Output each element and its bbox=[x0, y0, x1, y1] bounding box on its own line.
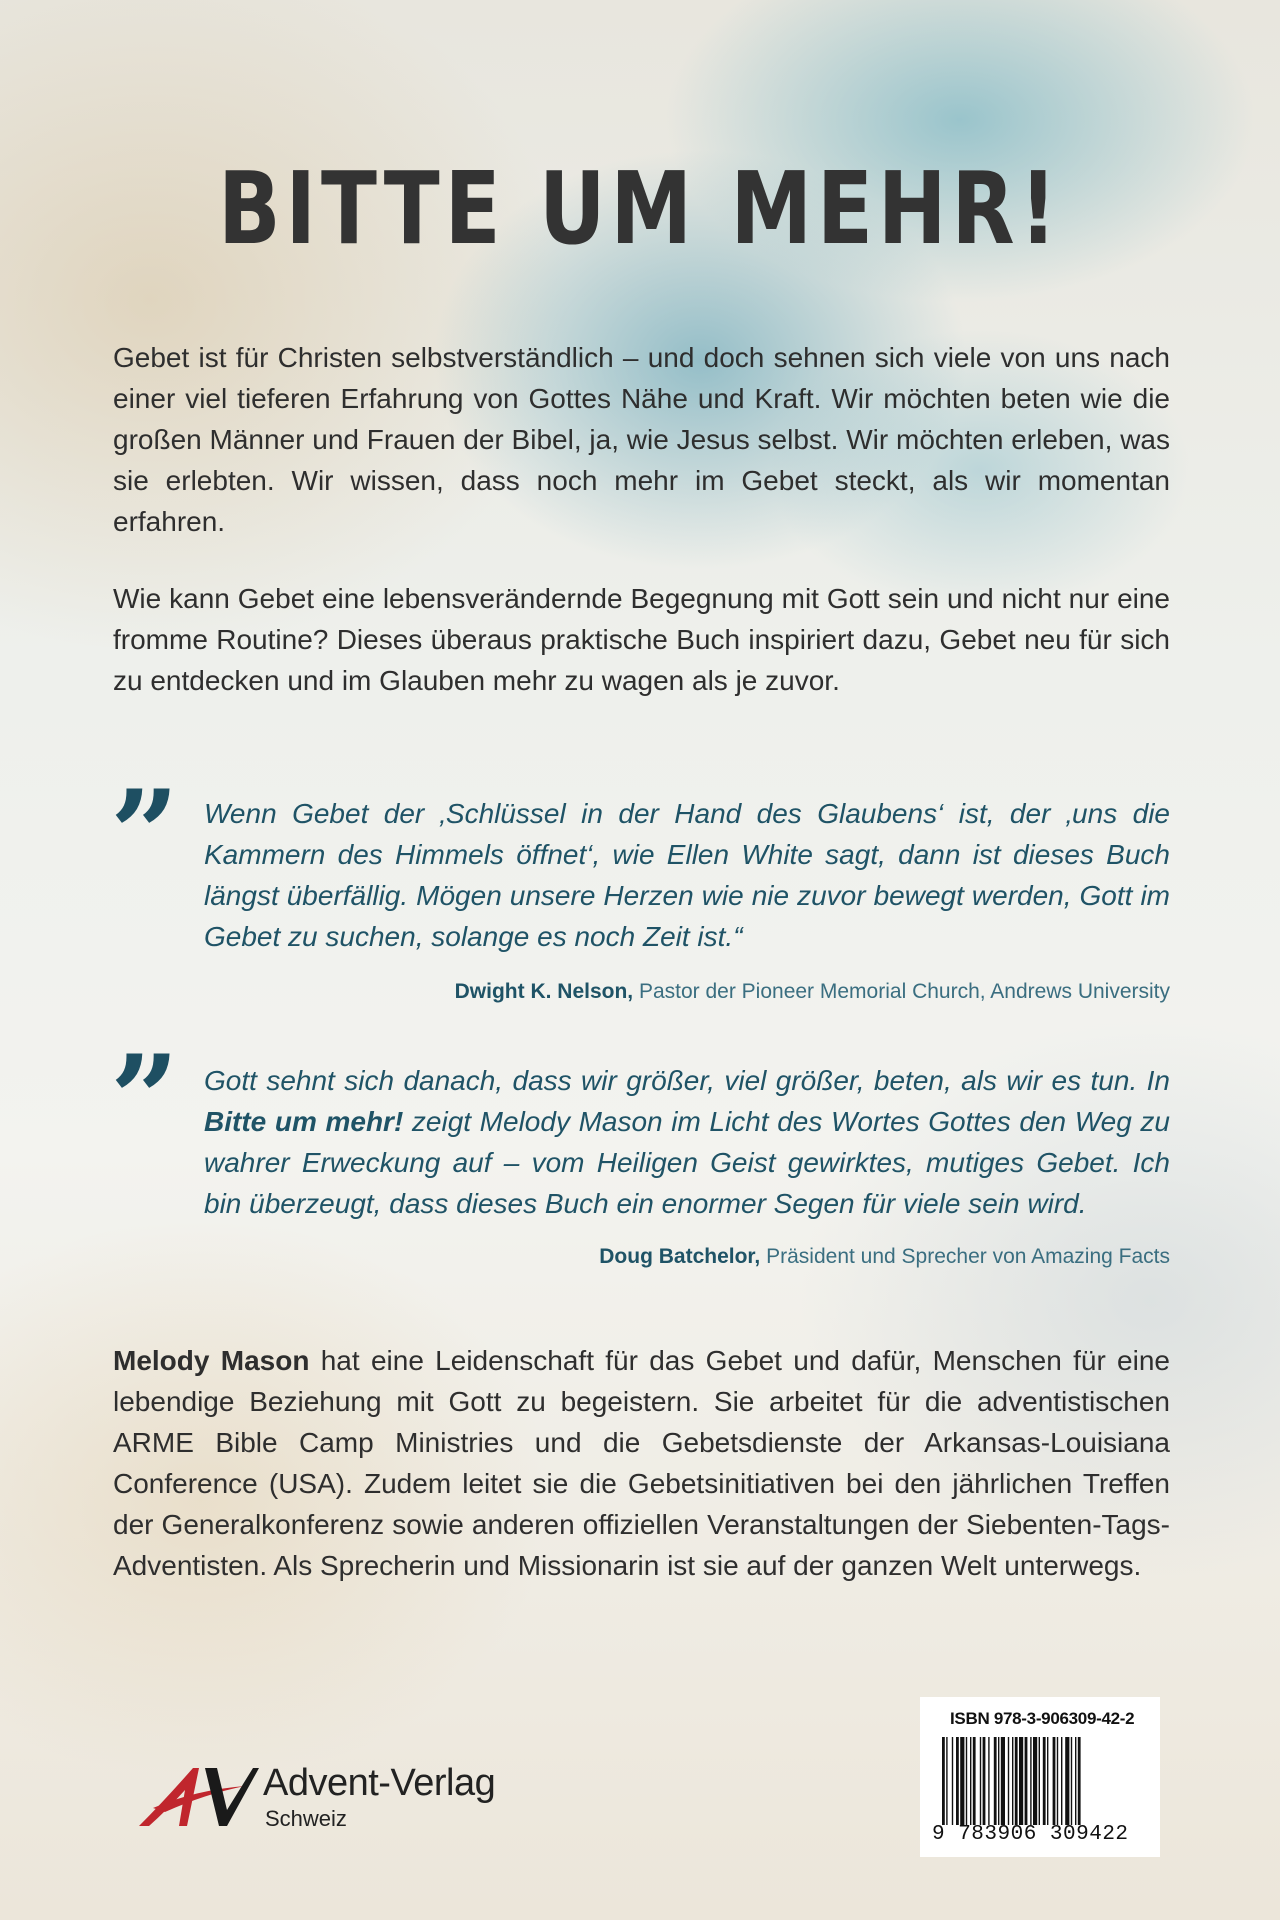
quote-2-attribution bbox=[599, 1245, 1170, 1269]
barcode-bar bbox=[1025, 1737, 1028, 1825]
barcode-bar bbox=[1001, 1737, 1005, 1825]
publisher-name: Advent-Verlag bbox=[263, 1762, 496, 1804]
book-title: BITTE UM MEHR! bbox=[218, 150, 1062, 267]
barcode-bar bbox=[942, 1737, 945, 1825]
barcode-bar bbox=[998, 1737, 999, 1825]
barcode-icon bbox=[940, 1737, 1150, 1827]
barcode-bar bbox=[980, 1737, 981, 1825]
publisher-subtitle: Schweiz bbox=[265, 1806, 347, 1831]
barcode-bar bbox=[983, 1737, 986, 1825]
barcode-bar bbox=[1071, 1737, 1072, 1825]
barcode-bar bbox=[952, 1737, 953, 1825]
isbn-number: ISBN 978-3-906309-42-2 bbox=[950, 1709, 1135, 1728]
barcode-bar bbox=[1053, 1737, 1056, 1825]
barcode-bar bbox=[1030, 1737, 1031, 1825]
barcode-bar bbox=[1075, 1737, 1076, 1825]
barcode-bar bbox=[973, 1737, 976, 1825]
barcode-bar bbox=[960, 1737, 964, 1825]
barcode-bar bbox=[1057, 1737, 1058, 1825]
intro-paragraph-2: Wie kann Gebet eine lebensverändernde Begegnung mit Gott sein und nicht nur eine fromme Routine? Dieses überaus praktische Buch inspiriert dazu, Gebet neu für sich zu entdecken und im Glauben mehr zu wagen als je zuvor. bbox=[113, 583, 1170, 696]
barcode-bar bbox=[1065, 1737, 1069, 1825]
quote-1-role: Pastor der Pioneer Memorial Church, Andrews University bbox=[633, 980, 1170, 1003]
quote-1-text: Wenn Gebet der ‚Schlüssel in der Hand des Glaubens‘ ist, der ‚uns die Kammern des Himmels öffnet‘, wie Ellen White sagt, dann ist dieses Buch längst überfällig. Mögen unsere Herzen wie nie zuvor bewegt werden, Gott im Gebet zu suchen, solange es noch Zeit ist.“ bbox=[204, 798, 1170, 952]
barcode-bar bbox=[988, 1737, 989, 1825]
author-bio bbox=[113, 1340, 1170, 1586]
barcode-digits: 9 783906 309422 bbox=[932, 1823, 1129, 1846]
quote-1-attribution bbox=[455, 980, 1170, 1004]
barcode-bar bbox=[1008, 1737, 1009, 1825]
barcode-bar bbox=[994, 1737, 997, 1825]
quote-1-author: Dwight K. Nelson, bbox=[454, 980, 634, 1003]
barcode-bar bbox=[1019, 1737, 1023, 1825]
author-bio-text: hat eine Leidenschaft für das Gebet und dafür, Menschen für eine lebendige Beziehung mit Gott zu begeistern. Sie arbeitet für die adventistischen ARME Bible Camp Ministries und die Gebetsdienste der Arkansas-Louisiana Conference (USA). Zudem leitet sie die Gebetsinitiativen bei den jährlichen Treffen der Generalkonferenz sowie anderen offiziellen Veranstaltungen der Siebenten-Tags-Adventisten. Als Sprecherin und Missionarin ist sie auf der ganzen Welt unterwegs. bbox=[113, 1345, 1170, 1581]
intro-paragraph-1: Gebet ist für Christen selbstverständlich – und doch sehnen sich viele von uns nach einer viel tieferen Erfahrung von Gottes Nähe und Kraft. Wir möchten beten wie die großen Männer und Frauen der Bibel, ja, wie Jesus selbst. Wir möchten erleben, was sie erlebten. Wir wissen, dass noch mehr im Gebet steckt, als wir momentan erfahren. bbox=[113, 342, 1170, 537]
barcode-bar bbox=[1033, 1737, 1037, 1825]
barcode-bar bbox=[956, 1737, 959, 1825]
advent-verlag-logo-icon bbox=[135, 1760, 260, 1830]
quote-2-role: Präsident und Sprecher von Amazing Facts bbox=[760, 1245, 1170, 1268]
barcode-bar bbox=[1015, 1737, 1018, 1825]
quote-2-text-after: zeigt Melody Mason im Licht des Wortes Gottes den Weg zu wahrer Erweckung auf – vom Heiligen Geist gewirktes, mutiges Gebet. Ich bin überzeugt, dass dieses Buch ein enormer Segen für viele sein wird. bbox=[204, 1106, 1170, 1219]
barcode-bar bbox=[966, 1737, 967, 1825]
quote-2-text bbox=[204, 1060, 1170, 1224]
barcode-bar bbox=[1078, 1737, 1081, 1825]
barcode-bar bbox=[1039, 1737, 1040, 1825]
quote-2-author: Doug Batchelor, bbox=[599, 1245, 761, 1268]
barcode-bar bbox=[970, 1737, 971, 1825]
quote-mark-icon: ” bbox=[110, 764, 180, 905]
barcode-bar bbox=[1047, 1737, 1048, 1825]
quote-2-book-title: Bitte um mehr! bbox=[204, 1106, 404, 1137]
publisher-logo bbox=[135, 1760, 515, 1835]
barcode-bar bbox=[1012, 1737, 1013, 1825]
author-name: Melody Mason bbox=[113, 1345, 310, 1376]
quote-mark-icon: ” bbox=[110, 1029, 180, 1170]
barcode-bar bbox=[1061, 1737, 1062, 1825]
barcode-bar bbox=[1043, 1737, 1046, 1825]
quote-2-text-before: Gott sehnt sich danach, dass wir größer, viel größer, beten, als wir es tun. In bbox=[204, 1065, 1170, 1096]
barcode-bar bbox=[946, 1737, 947, 1825]
isbn-barcode bbox=[920, 1697, 1160, 1857]
